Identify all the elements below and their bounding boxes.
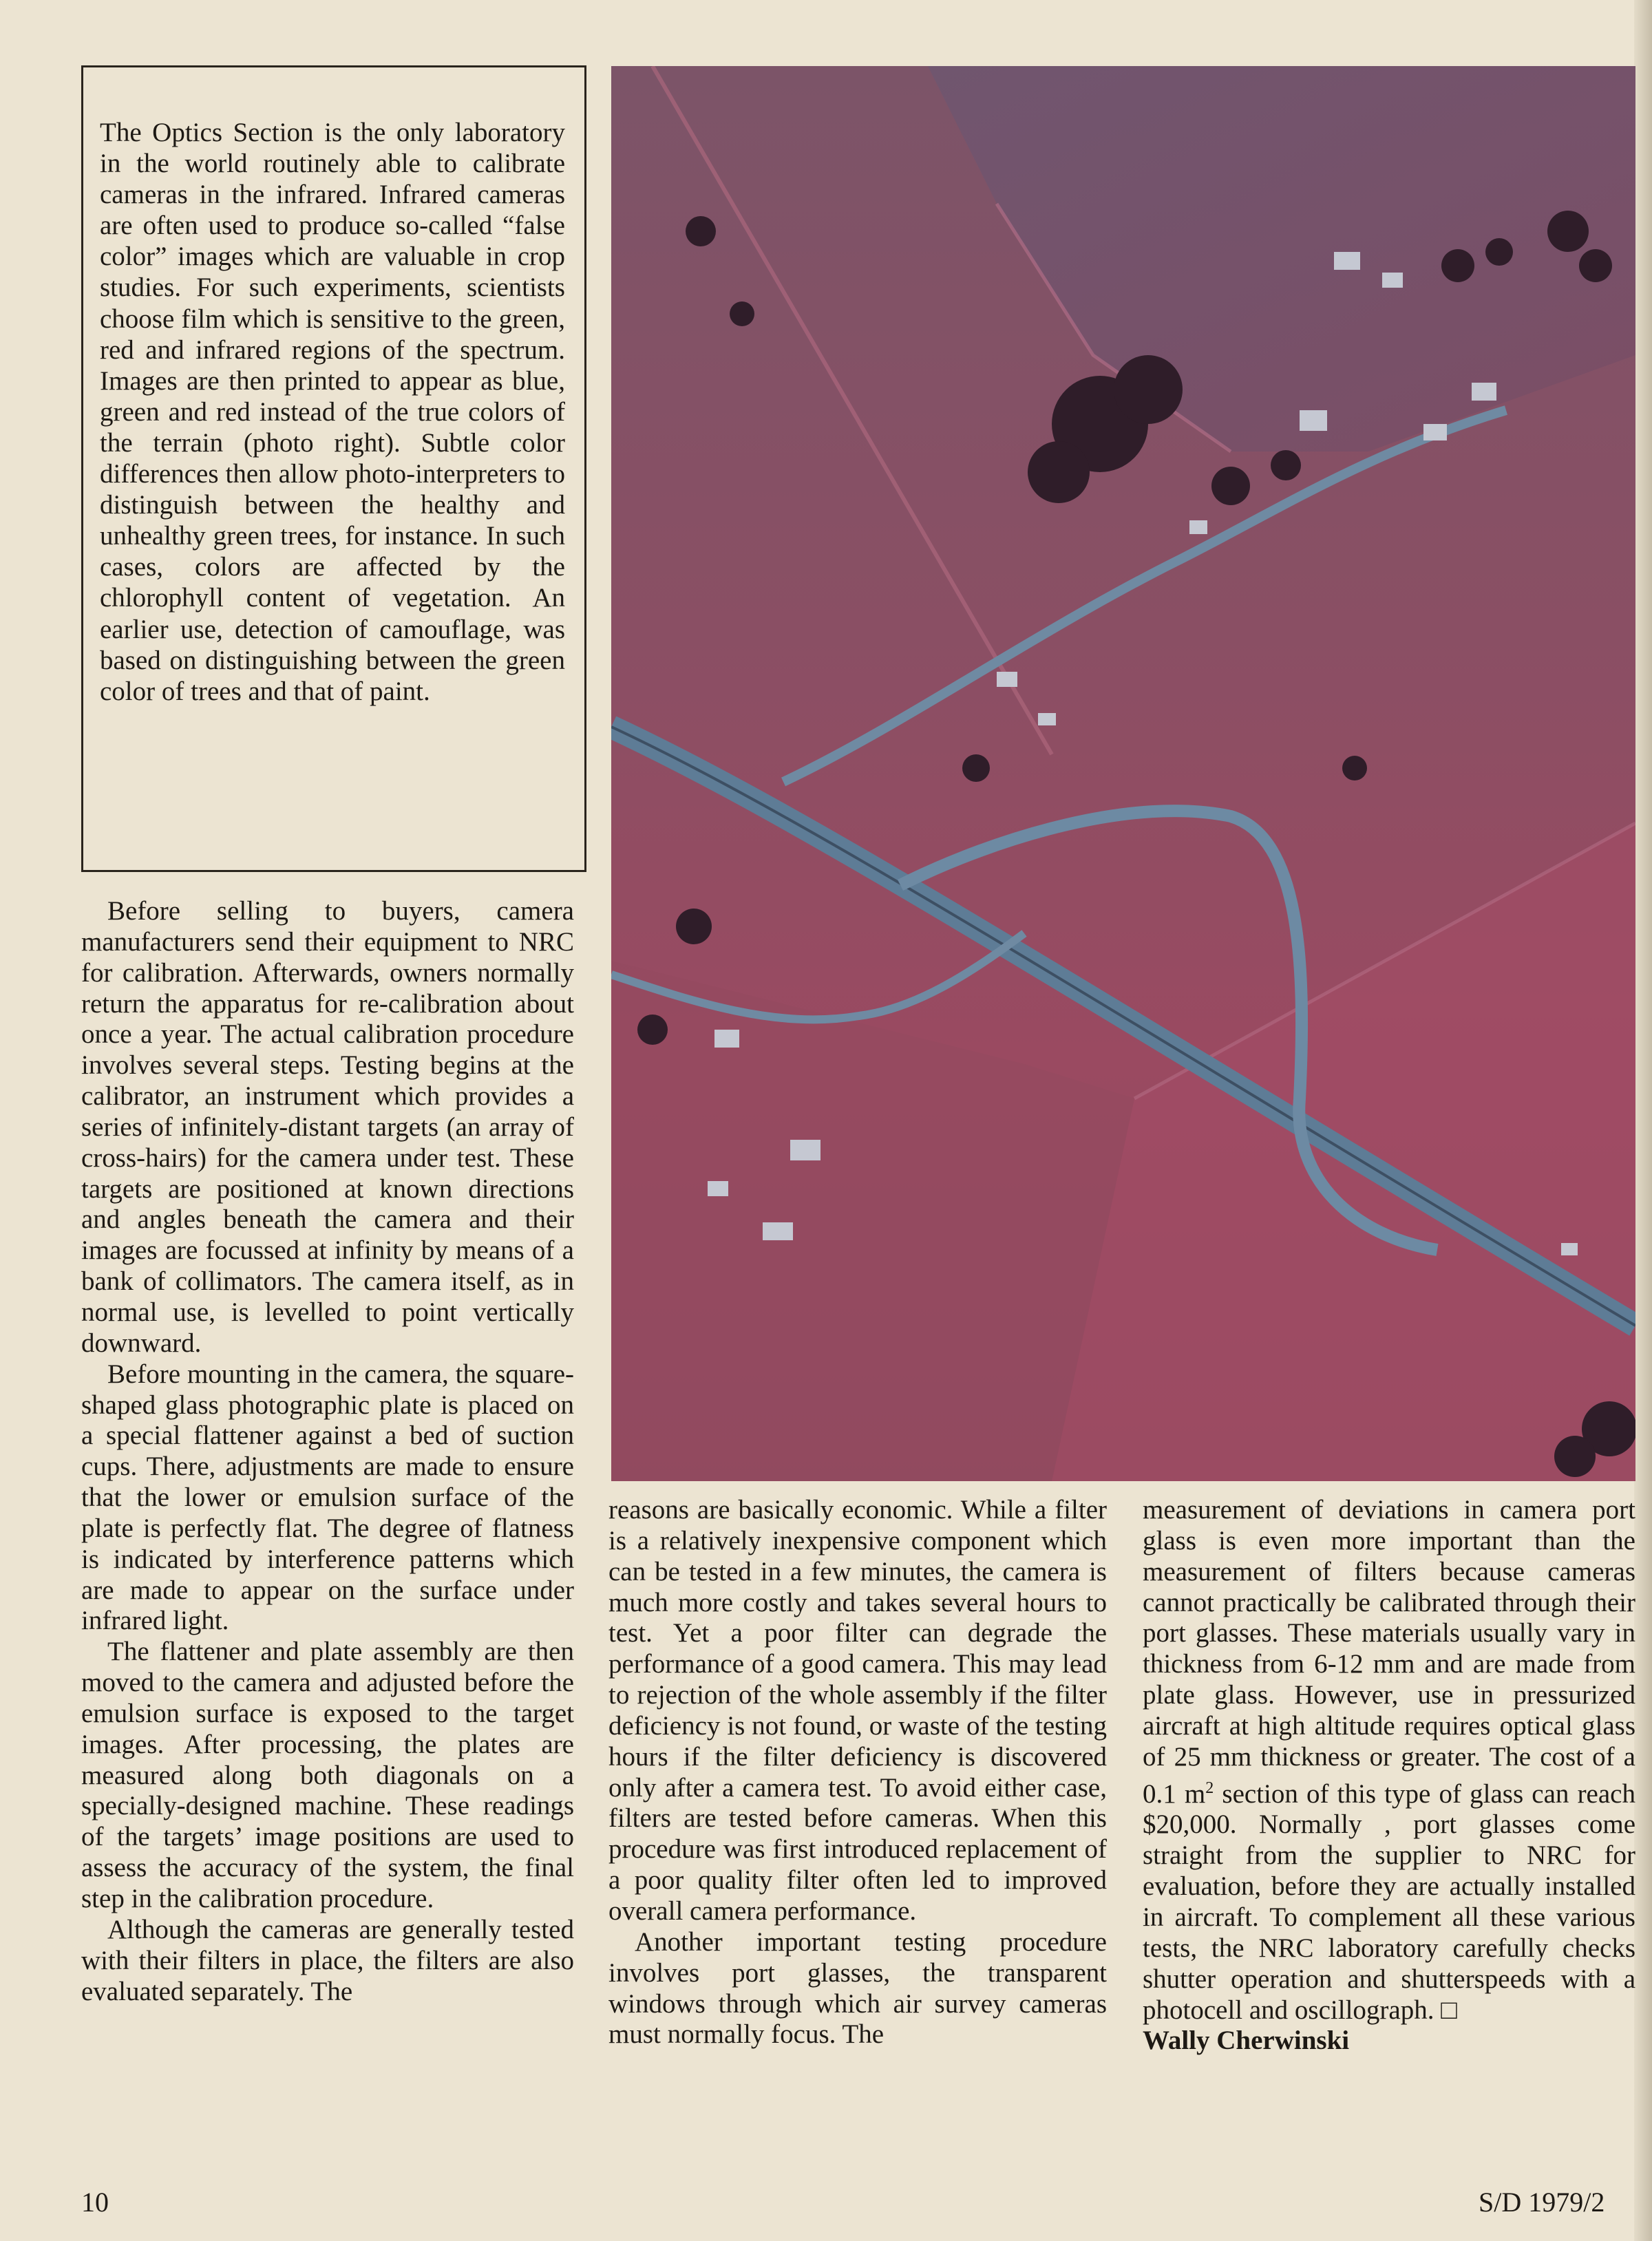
- paragraph-filters-start: Although the cameras are generally tested with their filters in place, the filters are also evaluated separately. The: [81, 1914, 574, 2006]
- paragraph-port-glass-cont: [1143, 1495, 1635, 2026]
- article-column-2: [608, 1495, 1107, 2050]
- sidebar-text: The Optics Section is the only laboratory in the world routinely able to calibrate cameras in the infrared. Infrared cameras are often used to produce so-called “false color” images which are valuable in crop studies. For such experiments, scientists choose film which is sensitive to the green, red and infrared regions of the spectrum. Images are then printed to appear as blue, green and red instead of the true colors of the terrain (photo right). Subtle color differences then allow photo-interpreters to distinguish between the healthy and unhealthy green trees, for instance. In such cases, colors are affected by the chlorophyll content of vegetation. An earlier use, detection of camouflage, was based on distinguishing between the green color of trees and that of paint.: [100, 118, 565, 706]
- page-number: 10: [81, 2187, 109, 2218]
- paragraph-plate-flattening: Before mounting in the camera, the square-shaped glass photographic plate is placed on a special flattener against a bed of suction cups. There, adjustments are made to ensure that the lower or emulsion surface of the plate is perfectly flat. The degree of flatness is indicated by interference patterns which are made to appear on the surface under infrared light.: [81, 1359, 574, 1636]
- superscript: 2: [1205, 1778, 1214, 1797]
- paragraph-calibration-intro: Before selling to buyers, camera manufacturers send their equipment to NRC for calibration. Afterwards, owners normally return the apparatus for re-calibration about once a year. The actual calibration procedure involves several steps. Testing begins at the calibrator, an instrument which provides a series of infinitely-distant targets (an array of cross-hairs) for the camera under test. These targets are positioned at known directions and angles beneath the camera and their images are focussed at infinity by means of a bank of collimators. The camera itself, as in normal use, is levelled to point vertically downward.: [81, 896, 574, 1358]
- article-column-1: [81, 896, 574, 2007]
- aerial-photo-illustration: [611, 66, 1635, 1481]
- paragraph-filters-cont: reasons are basically economic. While a filter is a relatively inexpensive component which can be tested in a few minutes, the camera is much more costly and takes several hours to test. Yet a poor filter can degrade the performance of a good camera. This may lead to rejection of the whole assembly if the filter deficiency is not found, or waste of the testing hours if the filter deficiency is discovered only after a camera test. To avoid either case, filters are tested before cameras. When this procedure was first introduced replacement of a poor quality filter often led to improved overall camera performance.: [608, 1495, 1107, 1926]
- paragraph-plate-measurement: The flattener and plate assembly are then moved to the camera and adjusted before the emulsion surface is exposed to the target images. After processing, the plates are measured along both diagonals on a specially-designed machine. These readings of the targets’ image positions are used to assess the accuracy of the system, the final step in the calibration procedure.: [81, 1637, 574, 1913]
- author-byline: Wally Cherwinski: [1143, 2026, 1350, 2056]
- port-glass-text-b: section of this type of glass can reach $20,000. Normally , port glasses come straight from the supplier to NRC for evaluation, before they are actually installed in aircraft. To complement all these various tests, the NRC laboratory carefully checks shutter operation and shutterspeeds with a photocell and oscillograph. □: [1143, 1778, 1635, 2025]
- port-glass-text-a: measurement of deviations in camera port glass is even more important than the measurement of filters because cameras cannot practically be calibrated through their port glasses. These materials usually vary in thickness from 6-12 mm and are made from plate glass. However, use in pressurized aircraft at high altitude requires optical glass of 25 mm thickness or greater. The cost of a 0.1 m: [1143, 1495, 1635, 1809]
- sidebar-box: [81, 65, 586, 872]
- article-column-3: [1143, 1495, 1635, 2057]
- page-binding-shadow: [1634, 0, 1652, 2241]
- paragraph-port-glass-start: Another important testing procedure involves port glasses, the transparent windows through which air survey cameras must normally focus. The: [608, 1926, 1107, 2050]
- infrared-aerial-photo: [611, 66, 1635, 1481]
- issue-label: S/D 1979/2: [1479, 2187, 1605, 2218]
